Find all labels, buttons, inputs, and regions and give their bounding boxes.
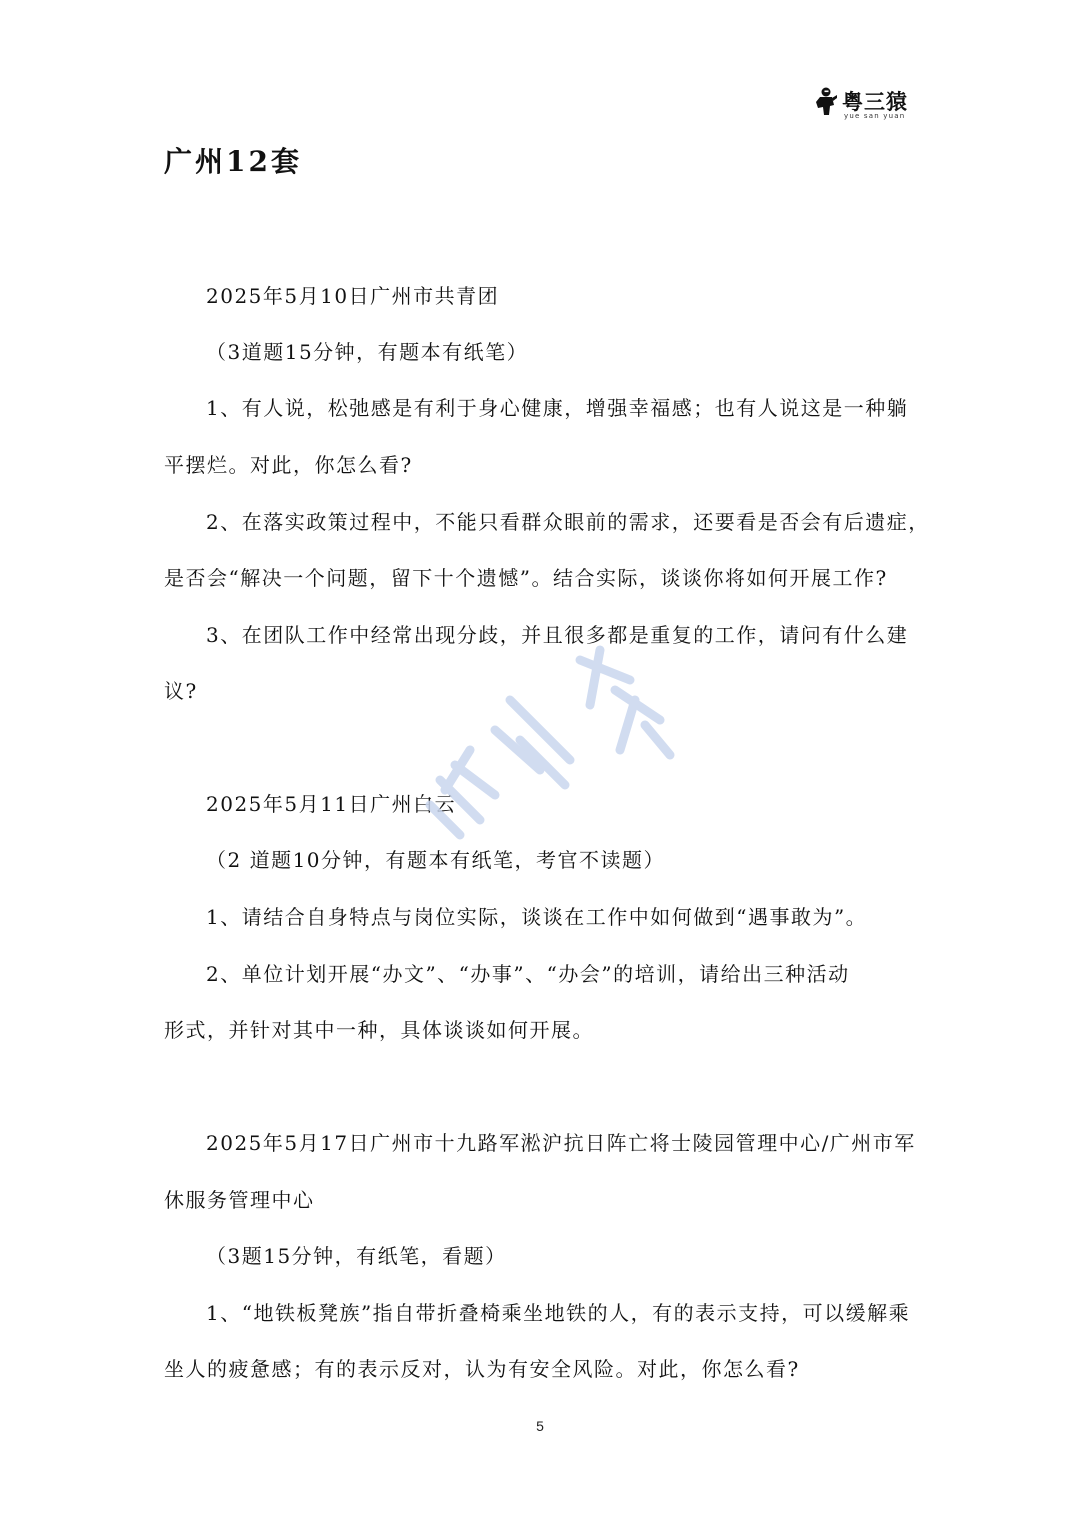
question-line: 议? [164, 679, 198, 703]
question-line: 是否会“解决一个问题，留下十个遗憾”。结合实际，谈谈你将如何开展工作? [164, 566, 888, 590]
question-line: 1、请结合自身特点与岗位实际，谈谈在工作中如何做到“遇事敢为”。 [206, 905, 868, 929]
monkey-logo-icon [812, 86, 838, 116]
section-heading: 2025年5月11日广州白云 [206, 792, 457, 816]
logo-subtext: yue san yuan [844, 112, 906, 120]
question-line: 1、“地铁板凳族”指自带折叠椅乘坐地铁的人，有的表示支持，可以缓解乘 [206, 1301, 911, 1325]
question-line: 3、在团队工作中经常出现分歧，并且很多都是重复的工作，请问有什么建 [206, 623, 909, 647]
question-line: 平摆烂。对此，你怎么看? [164, 453, 413, 477]
section-format: （3题15分钟，有纸笔，看题） [206, 1244, 507, 1268]
question-line: 形式，并针对其中一种，具体谈谈如何开展。 [164, 1018, 594, 1042]
question-line: 1、有人说，松弛感是有利于身心健康，增强幸福感；也有人说这是一种躺 [206, 396, 909, 420]
section-heading: 2025年5月17日广州市十九路军淞沪抗日阵亡将士陵园管理中心/广州市军 [206, 1131, 916, 1155]
brand-logo [812, 86, 912, 122]
question-line: 2、单位计划开展“办文”、“办事”、“办会”的培训，请给出三种活动 [206, 962, 850, 986]
question-line: 坐人的疲惫感；有的表示反对，认为有安全风险。对此，你怎么看? [164, 1357, 800, 1381]
logo-text: 粤三猿 [842, 90, 908, 114]
page-title: 广州12套 [164, 145, 302, 178]
section-heading: 休服务管理中心 [164, 1188, 315, 1212]
page-number: 5 [536, 1418, 544, 1434]
section-heading: 2025年5月10日广州市共青团 [206, 284, 500, 308]
section-format: （2 道题10分钟，有题本有纸笔，考官不读题） [206, 848, 666, 872]
section-format: （3道题15分钟，有题本有纸笔） [206, 340, 529, 364]
question-line: 2、在落实政策过程中，不能只看群众眼前的需求，还要看是否会有后遗症， [206, 510, 930, 534]
watermark-icon [400, 630, 700, 850]
